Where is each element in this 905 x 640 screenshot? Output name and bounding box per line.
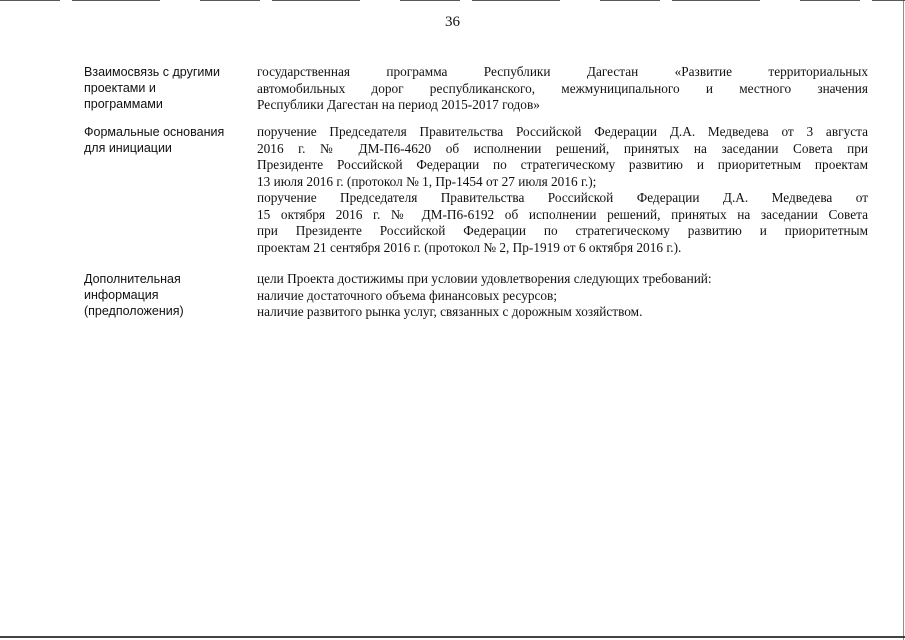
paragraph: [257, 124, 868, 190]
row-label: [84, 271, 249, 319]
page-number: 36: [445, 14, 460, 30]
text-line: поручение Председателя Правительства Российской Федерации Д.А. Медведева от 3 августа: [257, 124, 868, 139]
text-line: наличие развитого рынка услуг, связанных с дорожным хозяйством.: [257, 304, 643, 319]
label-line: Дополнительная: [84, 272, 181, 286]
text-line: поручение Председателя Правительства Российской Федерации Д.А. Медведева от: [257, 190, 868, 205]
row-content: [257, 124, 868, 256]
text-line: проектам 21 сентября 2016 г. (протокол № 2, Пр-1919 от 6 октября 2016 г.).: [257, 239, 682, 255]
label-line: проектами и: [84, 81, 156, 95]
text-line: Президенте Российской Федерации по стратегическому развитию и приоритетным проектам: [257, 157, 868, 172]
text-line: 13 июля 2016 г. (протокол № 1, Пр-1454 от 27 июля 2016 г.);: [257, 173, 597, 189]
scan-border-top: [0, 0, 905, 1]
text-line: 15 октября 2016 г. № ДМ-П6-6192 об исполнении решений, принятых на заседании Совета: [257, 206, 868, 222]
label-line: (предположения): [84, 304, 184, 318]
text-line: наличие достаточного объема финансовых ресурсов;: [257, 287, 558, 303]
label-line: Формальные основания: [84, 125, 225, 139]
text-line: 2016 г. № ДМ-П6-4620 об исполнении решений, принятых на заседании Совета при: [257, 140, 868, 156]
row-content: [257, 64, 868, 114]
row-label: [84, 64, 249, 112]
paragraph: [257, 190, 868, 256]
text-line: цели Проекта достижимы при условии удовлетворения следующих требований:: [257, 271, 712, 286]
text-line: автомобильных дорог республиканского, межмуниципального и местного значения: [257, 80, 868, 96]
text-line: при Президенте Российской Федерации по стратегическому развитию и приоритетным: [257, 223, 868, 238]
row-label: [84, 124, 249, 156]
label-line: информация: [84, 288, 159, 302]
paragraph: [257, 64, 868, 114]
label-line: Взаимосвязь с другими: [84, 65, 220, 79]
label-line: программами: [84, 97, 163, 111]
label-line: для инициации: [84, 141, 172, 155]
text-line: государственная программа Республики Дагестан «Развитие территориальных: [257, 64, 868, 79]
scan-border-bottom: [0, 636, 905, 638]
scan-border-right: [903, 0, 904, 640]
paragraph: [257, 271, 868, 321]
row-content: [257, 271, 868, 321]
text-line: Республики Дагестан на период 2015-2017 годов»: [257, 97, 540, 112]
